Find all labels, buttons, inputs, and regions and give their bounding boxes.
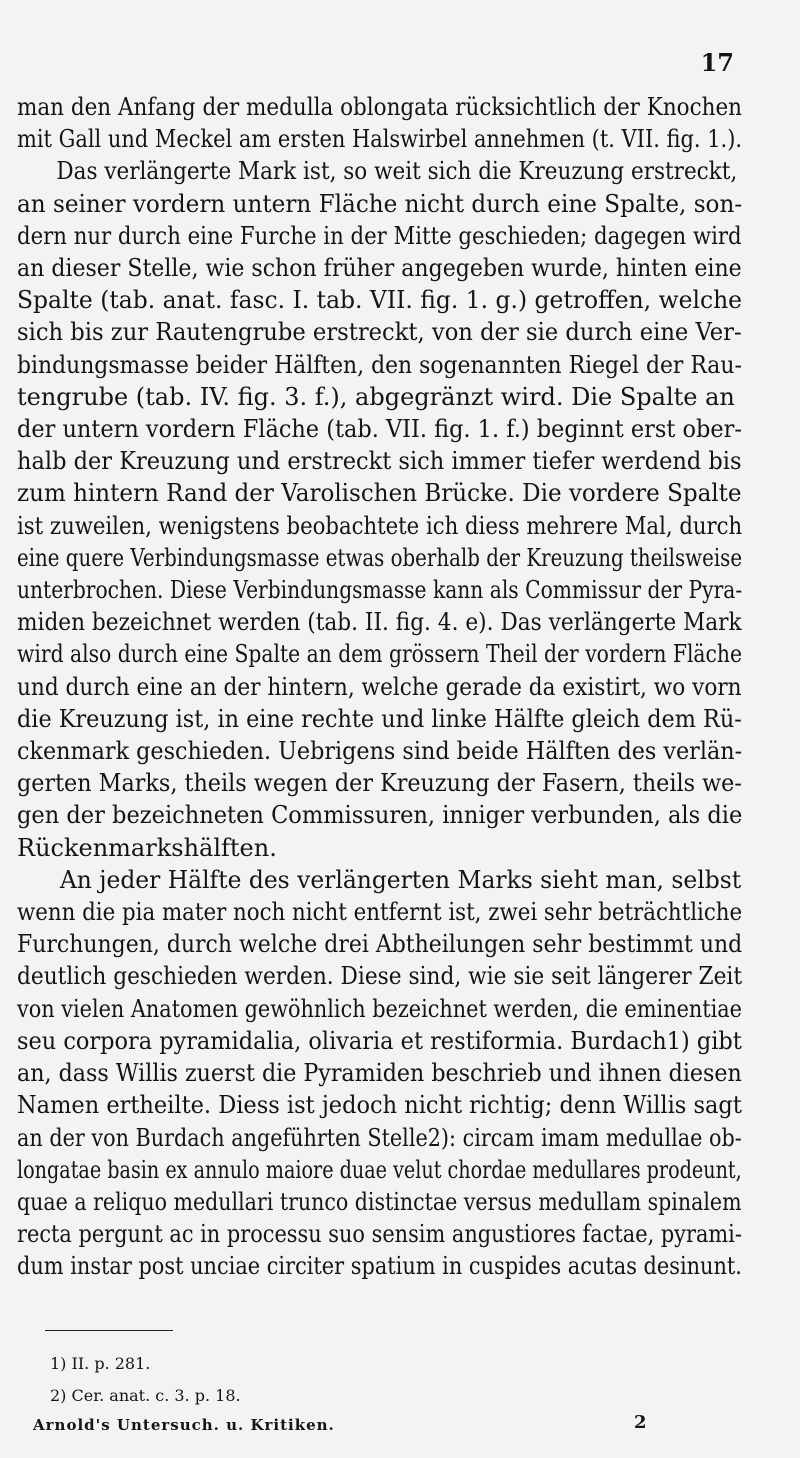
footnote: 1) II. p. 281. [50, 1354, 151, 1373]
text-line: ckenmark geschieden. Uebrigens sind beide Hälften des verlän- [17, 737, 743, 766]
text-line: an dieser Stelle, wie schon früher angegeben wurde, hinten eine [17, 254, 742, 283]
text-line: von vielen Anatomen gewöhnlich bezeichnet werden, die eminentiae [17, 994, 742, 1023]
text-line: wird also durch eine Spalte an dem grössern Theil der vordern Fläche [17, 640, 743, 669]
text-line: an der von Burdach angeführten Stelle2): circam imam medullae ob- [17, 1123, 742, 1152]
text-line: recta pergunt ac in processu suo sensim angustiores factae, pyrami- [17, 1220, 742, 1249]
text-line: An jeder Hälfte des verlängerten Marks sieht man, selbst [59, 865, 742, 894]
text-line: ist zuweilen, wenigstens beobachtete ich diess mehrere Mal, durch [17, 511, 743, 540]
text-line: und durch eine an der hintern, welche gerade da existirt, wo vorn [17, 672, 742, 701]
footnote: 2) Cer. anat. c. 3. p. 18. [50, 1386, 241, 1405]
text-line: longatae basin ex annulo maiore duae velut chordae medullares prodeunt, [17, 1155, 742, 1184]
text-line: miden bezeichnet werden (tab. II. fig. 4. e). Das verlängerte Mark [17, 608, 742, 637]
text-line: gen der bezeichneten Commissuren, inniger verbunden, als die [17, 801, 743, 830]
paragraph [17, 91, 742, 155]
signature-number: 2 [634, 1412, 647, 1433]
text-line: an, dass Willis zuerst die Pyramiden beschrieb und ihnen diesen [17, 1059, 742, 1088]
text-line: bindungsmasse beider Hälften, den sogenannten Riegel der Rau- [17, 350, 742, 379]
text-line: dern nur durch eine Furche in der Mitte geschieden; dagegen wird [17, 221, 742, 250]
text-line: zum hintern Rand der Varolischen Brücke. Die vordere Spalte [17, 479, 742, 508]
text-line: unterbrochen. Diese Verbindungsmasse kann als Commissur der Pyra- [17, 576, 743, 605]
text-line: gerten Marks, theils wegen der Kreuzung der Fasern, theils we- [17, 769, 742, 798]
footnotes [50, 1348, 241, 1412]
text-line: seu corpora pyramidalia, olivaria et restiformia. Burdach1) gibt [17, 1026, 742, 1055]
text-line: quae a reliquo medullari trunco distinctae versus medullam spinalem [17, 1187, 742, 1216]
text-line: eine quere Verbindungsmasse etwas oberhalb der Kreuzung theilsweise [17, 543, 743, 572]
text-line: halb der Kreuzung und erstreckt sich immer tiefer werdend bis [17, 447, 742, 476]
text-line: mit Gall und Meckel am ersten Halswirbel annehmen (t. VII. fig. 1.). [17, 125, 743, 154]
text-line: man den Anfang der medulla oblongata rücksichtlich der Knochen [17, 93, 743, 121]
text-line: Rückenmarkshälften. [17, 833, 277, 862]
text-line: die Kreuzung ist, in eine rechte und linke Hälfte gleich dem Rü- [17, 704, 742, 733]
text-line: Furchungen, durch welche drei Abtheilungen sehr bestimmt und [17, 930, 743, 959]
text-line: sich bis zur Rautengrube erstreckt, von der sie durch eine Ver- [17, 318, 742, 347]
text-line: wenn die pia mater noch nicht entfernt ist, zwei sehr beträchtliche [17, 898, 743, 927]
body-text [17, 91, 742, 1283]
text-line: dum instar post unciae circiter spatium in cuspides acutas desinunt. [17, 1252, 742, 1281]
paragraph [17, 864, 742, 1283]
text-line: Namen ertheilte. Diess ist jedoch nicht richtig; denn Willis sagt [17, 1091, 742, 1120]
footnote-divider [45, 1330, 173, 1331]
printer-signature: Arnold's Untersuch. u. Kritiken. [33, 1416, 335, 1434]
text-line: tengrube (tab. IV. fig. 3. f.), abgegränzt wird. Die Spalte an [17, 382, 735, 411]
text-line: Das verlängerte Mark ist, so weit sich die Kreuzung erstreckt, [56, 157, 738, 186]
text-line: der untern vordern Fläche (tab. VII. fig. 1. f.) beginnt erst ober- [17, 415, 742, 444]
paragraph [17, 155, 742, 863]
text-line: Spalte (tab. anat. fasc. I. tab. VII. fig. 1. g.) getroffen, welche [17, 286, 743, 315]
text-line: deutlich geschieden werden. Diese sind, wie sie seit längerer Zeit [17, 962, 743, 991]
text-line: an seiner vordern untern Fläche nicht durch eine Spalte, son- [17, 189, 743, 218]
page-number: 17 [700, 48, 734, 77]
